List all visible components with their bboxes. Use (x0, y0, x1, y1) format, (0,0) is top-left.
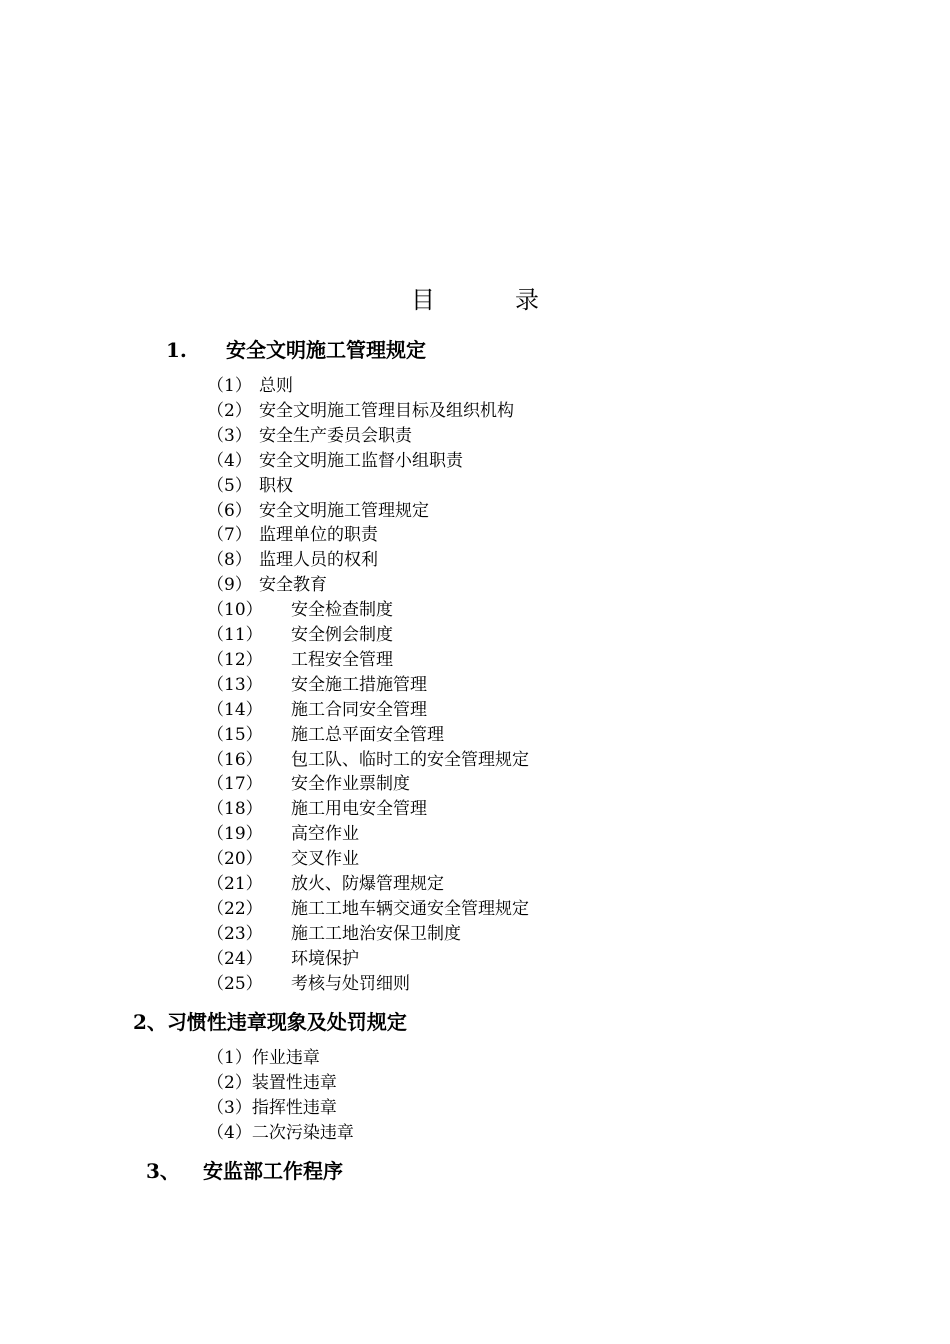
section-1-title: 安全文明施工管理规定 (226, 338, 426, 362)
toc-item[interactable] (207, 922, 461, 947)
toc-item[interactable] (207, 1121, 354, 1146)
toc-item-label: 职权 (259, 475, 293, 496)
toc-item-label: 考核与处罚细则 (291, 973, 410, 994)
toc-item[interactable] (207, 1096, 337, 1121)
toc-item-number: （16） (207, 749, 263, 770)
toc-item-number: （18） (207, 799, 263, 820)
toc-item-label: 安全文明施工监督小组职责 (259, 450, 463, 471)
toc-item-number: （13） (207, 674, 263, 695)
toc-item[interactable] (207, 449, 463, 474)
toc-item-label: 二次污染违章 (251, 1122, 354, 1143)
section-2-heading[interactable] (133, 1008, 407, 1036)
toc-item-label: 施工工地车辆交通安全管理规定 (291, 898, 529, 919)
toc-item-number: （19） (207, 824, 263, 845)
section-1-heading[interactable] (166, 336, 426, 364)
toc-item[interactable] (207, 748, 529, 773)
section-1-number: 1. (166, 338, 187, 362)
toc-item[interactable] (207, 947, 359, 972)
toc-item-number: （3） (207, 425, 252, 446)
toc-item-number: （2） (207, 1072, 252, 1093)
toc-item-label: 施工工地治安保卫制度 (291, 923, 461, 944)
toc-item-number: （24） (207, 948, 263, 969)
toc-item[interactable] (207, 698, 427, 723)
toc-item-number: （21） (207, 874, 263, 894)
toc-item-number: （10） (207, 600, 263, 621)
toc-item-label: 安全作业票制度 (291, 774, 410, 795)
toc-item-number: （23） (207, 923, 263, 944)
toc-item-number: （1） (207, 376, 252, 396)
toc-item-label: 安全文明施工管理规定 (259, 500, 429, 521)
toc-item-label: 安全生产委员会职责 (259, 425, 412, 446)
toc-item-label: 安全教育 (259, 575, 327, 596)
toc-item[interactable] (207, 623, 393, 648)
toc-item-label: 安全例会制度 (291, 625, 393, 645)
toc-item-label: 放火、防爆管理规定 (291, 874, 444, 894)
section-3-title: 安监部工作程序 (203, 1159, 343, 1183)
toc-item-label: 装置性违章 (251, 1072, 337, 1093)
toc-item-label: 施工合同安全管理 (291, 699, 427, 720)
toc-item-label: 监理人员的权利 (259, 550, 378, 571)
toc-item-label: 包工队、临时工的安全管理规定 (291, 749, 529, 770)
toc-item[interactable] (207, 673, 427, 698)
toc-item[interactable] (207, 474, 293, 499)
toc-item-number: （3） (207, 1097, 252, 1118)
toc-item-number: （22） (207, 898, 263, 919)
toc-item-number: （25） (207, 973, 263, 994)
toc-item[interactable] (207, 648, 393, 673)
toc-title-right: 录 (515, 286, 539, 314)
toc-item[interactable] (207, 523, 378, 548)
toc-item-label: 交叉作业 (291, 849, 359, 870)
toc-item[interactable] (207, 772, 410, 797)
toc-item[interactable] (207, 499, 429, 524)
toc-item[interactable] (207, 548, 378, 573)
toc-title-left: 目 (411, 286, 435, 314)
toc-item-label: 安全文明施工管理目标及组织机构 (259, 400, 514, 421)
section-3-heading[interactable] (146, 1157, 343, 1185)
toc-title (0, 284, 950, 316)
toc-item-label: 高空作业 (291, 824, 359, 845)
toc-item-label: 环境保护 (291, 948, 359, 969)
toc-item[interactable] (207, 897, 529, 922)
toc-item[interactable] (207, 374, 293, 399)
toc-item-label: 施工用电安全管理 (291, 799, 427, 820)
toc-item-number: （4） (207, 1122, 252, 1143)
toc-item[interactable] (207, 972, 410, 997)
toc-item-number: （17） (207, 774, 263, 795)
toc-item[interactable] (207, 723, 444, 748)
toc-item-label: 安全施工措施管理 (291, 674, 427, 695)
toc-item-number: （12） (207, 649, 263, 670)
section-3-number: 3、 (146, 1159, 180, 1183)
toc-item-label: 安全检查制度 (291, 600, 393, 621)
toc-item[interactable] (207, 1071, 337, 1096)
toc-item-label: 工程安全管理 (291, 649, 393, 670)
toc-item-number: （9） (207, 575, 252, 596)
toc-item[interactable] (207, 399, 514, 424)
section-2-title: 2、习惯性违章现象及处罚规定 (133, 1010, 407, 1034)
toc-item[interactable] (207, 847, 359, 872)
toc-item-label: 监理单位的职责 (259, 525, 378, 546)
toc-item-number: （4） (207, 450, 252, 471)
toc-item-number: （11） (207, 625, 263, 645)
toc-item[interactable] (207, 822, 359, 847)
toc-item[interactable] (207, 424, 412, 449)
toc-item[interactable] (207, 598, 393, 623)
toc-item-number: （8） (207, 550, 252, 571)
toc-item[interactable] (207, 573, 327, 598)
toc-item-number: （20） (207, 849, 263, 870)
toc-item[interactable] (207, 797, 427, 822)
toc-item[interactable] (207, 872, 444, 897)
toc-item-label: 总则 (259, 376, 293, 396)
toc-item-label: 作业违章 (251, 1048, 320, 1068)
toc-item-number: （6） (207, 500, 252, 521)
toc-item-number: （7） (207, 525, 252, 546)
toc-item-number: （1） (207, 1048, 252, 1068)
toc-item-number: （14） (207, 699, 263, 720)
toc-item-number: （5） (207, 475, 252, 496)
toc-item-label: 施工总平面安全管理 (291, 724, 444, 745)
toc-item-number: （2） (207, 400, 252, 421)
toc-item[interactable] (207, 1046, 320, 1071)
toc-item-number: （15） (207, 724, 263, 745)
toc-item-label: 指挥性违章 (251, 1097, 337, 1118)
